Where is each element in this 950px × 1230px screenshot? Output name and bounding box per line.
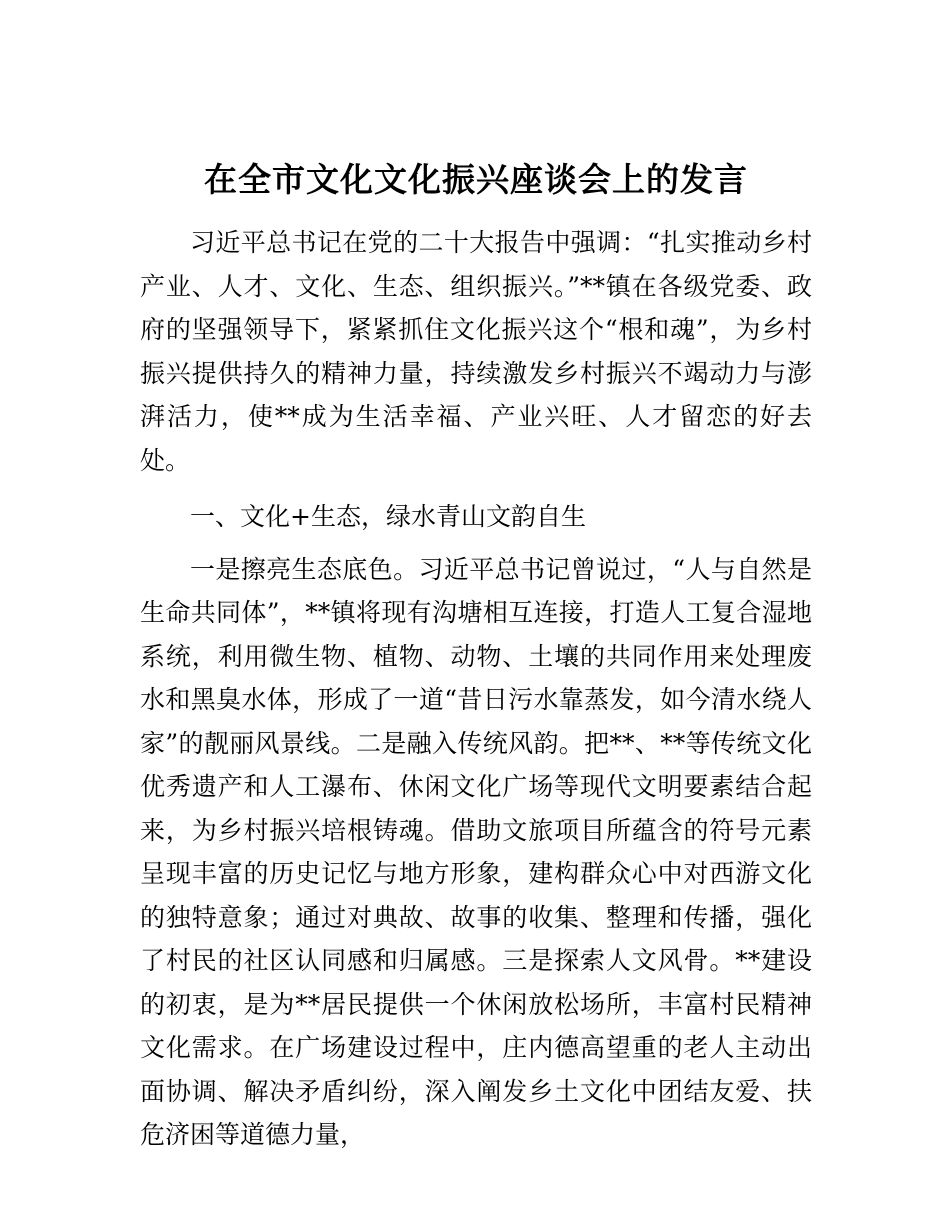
document-title: 在全市文化文化振兴座谈会上的发言 — [204, 161, 748, 198]
section-1-paragraph: 一是擦亮生态底色。习近平总书记曾说过，“人与自然是生命共同体”，**镇将现有沟塘相互连接，打造人工复合湿地系统，利用微生物、植物、动物、土壤的共同作用来处理废水和黑臭水体，形成了一道“昔日污水靠蒸发，如今清水绕人家”的靓丽风景线。二是融入传统风韵。把**、**等传统文化优秀遗产和人工瀑布、休闲文化广场等现代文明要素结合起来，为乡村振兴培根铸魂。借助文旅项目所蕴含的符号元素呈现丰富的历史记忆与地方形象，建构群众心中对西游文化的独特意象；通过对典故、故事的收集、整理和传播，强化了村民的社区认同感和归属感。三是探索人文风骨。**建设的初衷，是为**居民提供一个休闲放松场所，丰富村民精神文化需求。在广场建设过程中，庄内德高望重的老人主动出面协调、解决矛盾纠纷，深入阐发乡土文化中团结友爱、扶危济困等道德力量， — [140, 554, 812, 1149]
section-1-heading: 一、文化+生态，绿水青山文韵自生 — [190, 502, 586, 531]
intro-paragraph: 习近平总书记在党的二十大报告中强调：“扎实推动乡村产业、人才、文化、生态、组织振兴。”**镇在各级党委、政府的坚强领导下，紧紧抓住文化振兴这个“根和魂”，为乡村振兴提供持久的精神力量，持续激发乡村振兴不竭动力与澎湃活力，使**成为生活幸福、产业兴旺、人才留恋的好去处。 — [140, 228, 812, 475]
